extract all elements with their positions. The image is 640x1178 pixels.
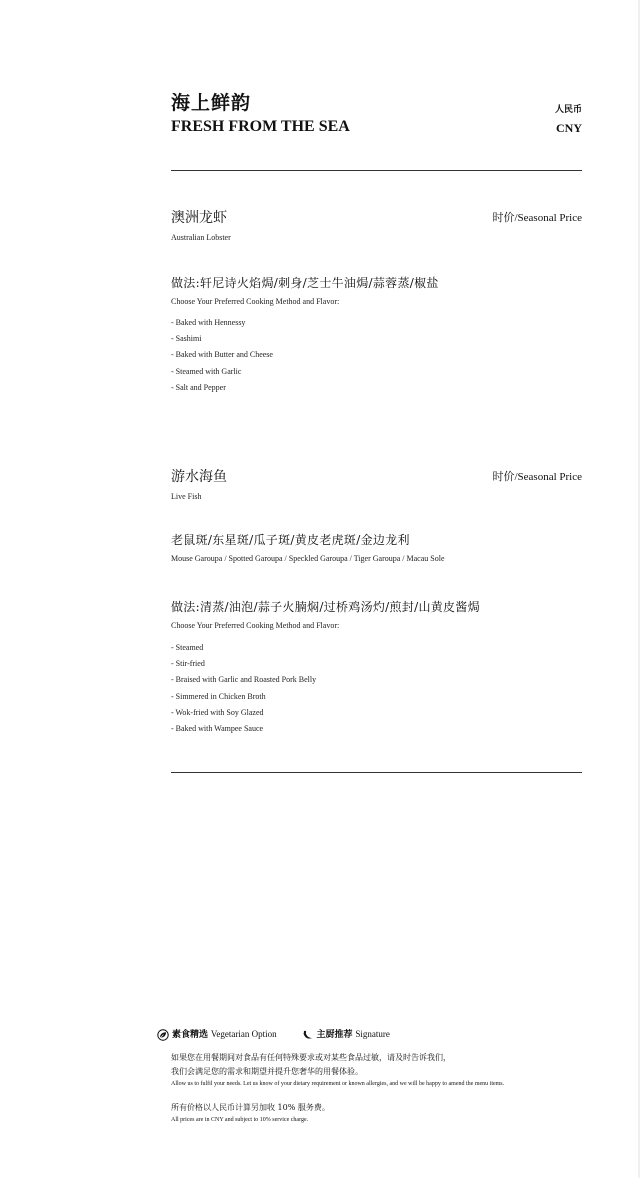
dish-name-zh: 游水海鱼	[171, 469, 227, 485]
allergy-note-zh-1: 如果您在用餐期间对食品有任何特殊要求或对某些食品过敏，请及时告诉我们，	[171, 1053, 451, 1062]
list-item: - Salt and Pepper	[171, 382, 226, 392]
dish-price: 时价/Seasonal Price	[492, 471, 582, 483]
dish-name-zh: 澳洲龙虾	[171, 210, 227, 226]
legend-signature	[302, 1026, 390, 1043]
list-item: - Sashimi	[171, 334, 202, 344]
allergy-note-en: Allow us to fulfil your needs. Let us know of your dietary requirement or known allergies, and we will be happy to amend the menu items.	[171, 1081, 505, 1087]
menu-footer	[157, 1026, 597, 1125]
fish-method-zh: 做法:清蒸/油泡/蒜子火腩焖/过桥鸡汤灼/煎封/山黄皮酱焗	[171, 600, 480, 614]
section-title-en: FRESH FROM THE SEA	[171, 118, 350, 135]
dish-name-en: Australian Lobster	[171, 233, 231, 242]
section-title-zh: 海上鲜韵	[171, 92, 252, 114]
currency-en: CNY	[556, 121, 582, 135]
fish-method-en: Choose Your Preferred Cooking Method and Flavor:	[171, 621, 340, 630]
list-item: - Steamed	[171, 643, 204, 652]
bottom-divider	[171, 772, 582, 773]
list-item: - Baked with Butter and Cheese	[171, 350, 273, 360]
allergy-note-zh-2: 我们会满足您的需求和期望并提升您奢华的用餐体验。	[171, 1067, 363, 1076]
list-item: - Braised with Garlic and Roasted Pork Belly	[171, 675, 317, 685]
menu-header	[171, 90, 582, 137]
list-item: - Simmered in Chicken Broth	[171, 691, 266, 701]
service-note-en: All prices are in CNY and subject to 10% service charge.	[171, 1117, 309, 1123]
legend-vegetarian-zh: 素食精选	[172, 1030, 209, 1040]
currency-label	[555, 103, 582, 136]
list-item: - Baked with Hennessy	[171, 318, 246, 327]
chef-hat-icon	[302, 1029, 314, 1041]
dish-price: 时价/Seasonal Price	[492, 212, 582, 224]
top-divider	[171, 170, 582, 171]
dish-name-en: Live Fish	[171, 492, 202, 501]
list-item: - Wok-fried with Soy Glazed	[171, 707, 264, 717]
fish-varieties-en: Mouse Garoupa / Spotted Garoupa / Speckled Garoupa / Tiger Garoupa / Macau Sole	[171, 554, 445, 563]
dish-lobster	[171, 209, 582, 243]
lobster-method-en: Choose Your Preferred Cooking Method and Flavor:	[171, 297, 340, 306]
legend-signature-zh: 主厨推荐	[316, 1030, 353, 1040]
service-note-zh: 所有价格以人民币计算另加收 10% 服务费。	[171, 1103, 330, 1112]
list-item: - Stir-fried	[171, 659, 205, 669]
legend-signature-en: Signature	[355, 1029, 390, 1039]
legend-vegetarian-en: Vegetarian Option	[210, 1029, 277, 1039]
legend-vegetarian	[157, 1026, 277, 1043]
lobster-options	[171, 315, 273, 396]
currency-zh: 人民币	[554, 105, 582, 115]
list-item: - Baked with Wampee Sauce	[171, 723, 264, 733]
list-item: - Steamed with Garlic	[171, 366, 242, 376]
fish-options	[171, 640, 316, 737]
dish-live-fish	[171, 468, 582, 502]
leaf-icon	[157, 1029, 169, 1041]
fish-varieties-zh: 老鼠斑/东星斑/瓜子斑/黄皮老虎斑/金边龙利	[171, 533, 410, 547]
lobster-method-zh: 做法:轩尼诗火焰焗/刺身/芝士牛油焗/蒜蓉蒸/椒盐	[171, 276, 439, 290]
legend	[157, 1026, 597, 1042]
